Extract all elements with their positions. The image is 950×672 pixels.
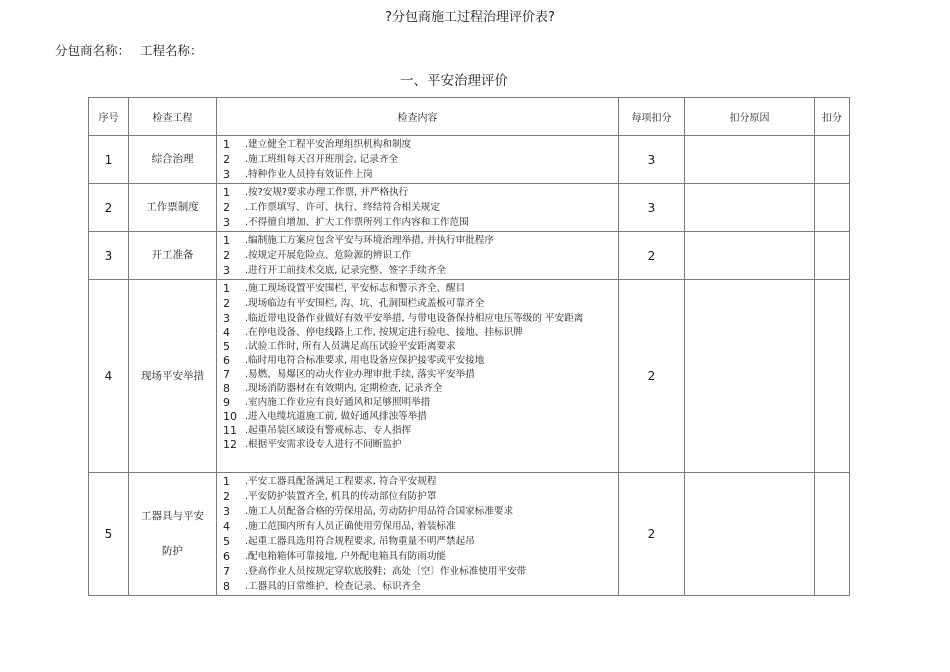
deduction-cell[interactable] [815, 473, 850, 596]
item-line: 工器具与平安 [141, 510, 204, 523]
content-line [223, 263, 618, 278]
line-text: .室内施工作业应有良好通风和足够照明举措 [245, 397, 431, 408]
line-number: 1 [223, 282, 230, 295]
line-number: 6 [223, 550, 230, 563]
header-content: 检查内容 [217, 98, 619, 136]
line-text: .施工人员配备合格的劳保用品, 劳动防护用品符合国家标准要求 [245, 506, 514, 517]
row-score: 2 [619, 232, 685, 280]
row-item: 开工准备 [129, 232, 217, 280]
row-item: 现场平安举措 [129, 280, 217, 473]
line-number: 6 [223, 354, 230, 367]
content-line [223, 296, 618, 311]
row-score: 2 [619, 473, 685, 596]
content-line [223, 185, 618, 200]
deduction-reason-cell[interactable] [685, 473, 815, 596]
content-line [223, 564, 618, 579]
deduction-cell[interactable] [815, 136, 850, 184]
row-score: 3 [619, 136, 685, 184]
line-text: .临近带电设备作业做好有效平安举措, 与带电设备保持相应电压等级的 平安距离 [245, 313, 584, 324]
table-row [89, 232, 850, 280]
line-text: .现场消防器材在有效期内, 定期检查, 记录齐全 [245, 383, 443, 394]
content-line [223, 549, 618, 564]
meta-line [55, 41, 209, 59]
line-number: 3 [223, 312, 230, 325]
evaluation-table [88, 97, 850, 596]
line-number: 8 [223, 580, 230, 593]
row-content [217, 184, 619, 232]
line-text: .在停电设备、停电线路上工作, 按规定进行验电、接地、挂标识牌 [245, 327, 523, 338]
content-line [223, 200, 618, 215]
header-deduct: 扣分 [815, 98, 850, 136]
content-line [223, 326, 618, 340]
line-number: 12 [223, 438, 237, 451]
content-line [223, 167, 618, 182]
row-score: 3 [619, 184, 685, 232]
row-number: 5 [89, 473, 129, 596]
subcontractor-name-label: 分包商名称： [55, 43, 131, 58]
line-text: .施工班组每天召开班刖会, 记录齐全 [245, 154, 399, 165]
line-text: .不得擅自增加、扩大工作票所列工作内容和工作范围 [245, 217, 469, 228]
row-score: 2 [619, 280, 685, 473]
line-text: .起重吊装区域设有警戒标志、专人指挥 [245, 425, 412, 436]
line-text: .试验工作时, 所有人员满足高压试验平安距离要求 [245, 341, 456, 352]
content-line [223, 424, 618, 438]
line-text: .根据平安需求设专人进行不间断监护 [245, 439, 402, 450]
header-item: 检查工程 [129, 98, 217, 136]
table-row [89, 280, 850, 473]
line-text: .特种作业人员持有效证件上岗 [245, 169, 373, 180]
content-line [223, 438, 618, 452]
line-number: 1 [223, 475, 230, 488]
deduction-reason-cell[interactable] [685, 136, 815, 184]
table-row [89, 473, 850, 596]
row-item: 工作票制度 [129, 184, 217, 232]
line-text: .平安防护装置齐全, 机具的传动部位有防护罩 [245, 491, 437, 502]
deduction-reason-cell[interactable] [685, 232, 815, 280]
line-number: 3 [223, 505, 230, 518]
content-line [223, 474, 618, 489]
content-line [223, 534, 618, 549]
deduction-reason-cell[interactable] [685, 184, 815, 232]
line-text: .施工范围内所有人员正确使用劳保用品, 着装标准 [245, 521, 456, 532]
content-line [223, 340, 618, 354]
line-number: 10 [223, 410, 237, 423]
line-text: .登高作业人员按规定穿软底胶鞋；高处〔空〕作业标准使用平安带 [245, 566, 527, 577]
header-score: 每项扣分 [619, 98, 685, 136]
line-number: 5 [223, 535, 230, 548]
content-line [223, 354, 618, 368]
line-number: 11 [223, 424, 237, 437]
content-line [223, 410, 618, 424]
row-number: 4 [89, 280, 129, 473]
header-no: 序号 [89, 98, 129, 136]
line-text: .配电箱箱体可靠接地, 户外配电箱具有防雨功能 [245, 551, 447, 562]
row-item [129, 473, 217, 596]
line-text: .工器具的日常维护、检查记录、标识齐全 [245, 581, 421, 592]
line-number: 2 [223, 201, 230, 214]
row-content [217, 280, 619, 473]
line-number: 2 [223, 153, 230, 166]
line-text: .施工现场设置平安围栏, 平安标志和警示齐全、醒目 [245, 283, 466, 294]
section-title: 一、平安治理评价 [400, 73, 508, 89]
content-line [223, 281, 618, 296]
line-number: 2 [223, 297, 230, 310]
line-text: .进行开工前技术交底, 记录完整、签字手续齐全 [245, 265, 447, 276]
content-line [223, 382, 618, 396]
content-line [223, 311, 618, 326]
content-line [223, 368, 618, 382]
document-title: ?分包商施工过程治理评价表? [385, 10, 555, 25]
deduction-cell[interactable] [815, 280, 850, 473]
content-line [223, 504, 618, 519]
item-line: 防护 [162, 545, 183, 557]
content-line [223, 248, 618, 263]
row-number: 1 [89, 136, 129, 184]
deduction-reason-cell[interactable] [685, 280, 815, 473]
line-number: 3 [223, 216, 230, 229]
line-number: 9 [223, 396, 230, 409]
line-number: 7 [223, 368, 230, 381]
content-line [223, 519, 618, 534]
line-number: 3 [223, 168, 230, 181]
row-number: 3 [89, 232, 129, 280]
line-number: 4 [223, 326, 230, 339]
line-text: .按规定开展危险点、危险源的辨识工作 [245, 250, 412, 261]
row-content [217, 136, 619, 184]
content-line [223, 489, 618, 504]
line-text: .编制施工方案应包含平安与环境治理举措, 并执行审批程序 [245, 235, 494, 246]
line-text: .建立健全工程平安治理组织机构和制度 [245, 139, 412, 150]
row-number: 2 [89, 184, 129, 232]
line-text: .进入电缆坑道施工前, 做好通风排浊等举措 [245, 411, 427, 422]
line-number: 1 [223, 138, 230, 151]
row-content [217, 232, 619, 280]
row-item: 综合治理 [129, 136, 217, 184]
line-number: 2 [223, 490, 230, 503]
table-row [89, 136, 850, 184]
line-text: .现场临边有平安围栏, 沟、坑、孔洞围栏或盖板可靠齐全 [245, 298, 485, 309]
table-header-row [89, 98, 850, 136]
line-number: 8 [223, 382, 230, 395]
content-line [223, 215, 618, 230]
line-number: 2 [223, 249, 230, 262]
line-text: .临时用电符合标准要求, 用电设备应保护接零或平安接地 [245, 355, 485, 366]
deduction-cell[interactable] [815, 232, 850, 280]
line-text: .易燃、易爆区的动火作业办理审批手续, 落实平安举措 [245, 369, 475, 380]
line-number: 5 [223, 340, 230, 353]
line-number: 7 [223, 565, 230, 578]
project-name-label: 工程名称： [140, 43, 203, 58]
line-text: .按?安规?要求办理工作票, 并严格执行 [245, 187, 409, 198]
line-number: 3 [223, 264, 230, 277]
content-line [223, 233, 618, 248]
line-number: 1 [223, 234, 230, 247]
table-row [89, 184, 850, 232]
content-line [223, 579, 618, 594]
line-number: 4 [223, 520, 230, 533]
row-content [217, 473, 619, 596]
header-reason: 扣分原因 [685, 98, 815, 136]
content-line [223, 396, 618, 410]
deduction-cell[interactable] [815, 184, 850, 232]
content-line [223, 137, 618, 152]
line-text: .平安工器具配备满足工程要求, 符合平安规程 [245, 476, 437, 487]
line-text: .工作票填写、许可、执行、终结符合相关规定 [245, 202, 440, 213]
line-text: .起重工器具选用符合规程要求, 吊物重量不明严禁起吊 [245, 536, 475, 547]
content-line [223, 152, 618, 167]
line-number: 1 [223, 186, 230, 199]
